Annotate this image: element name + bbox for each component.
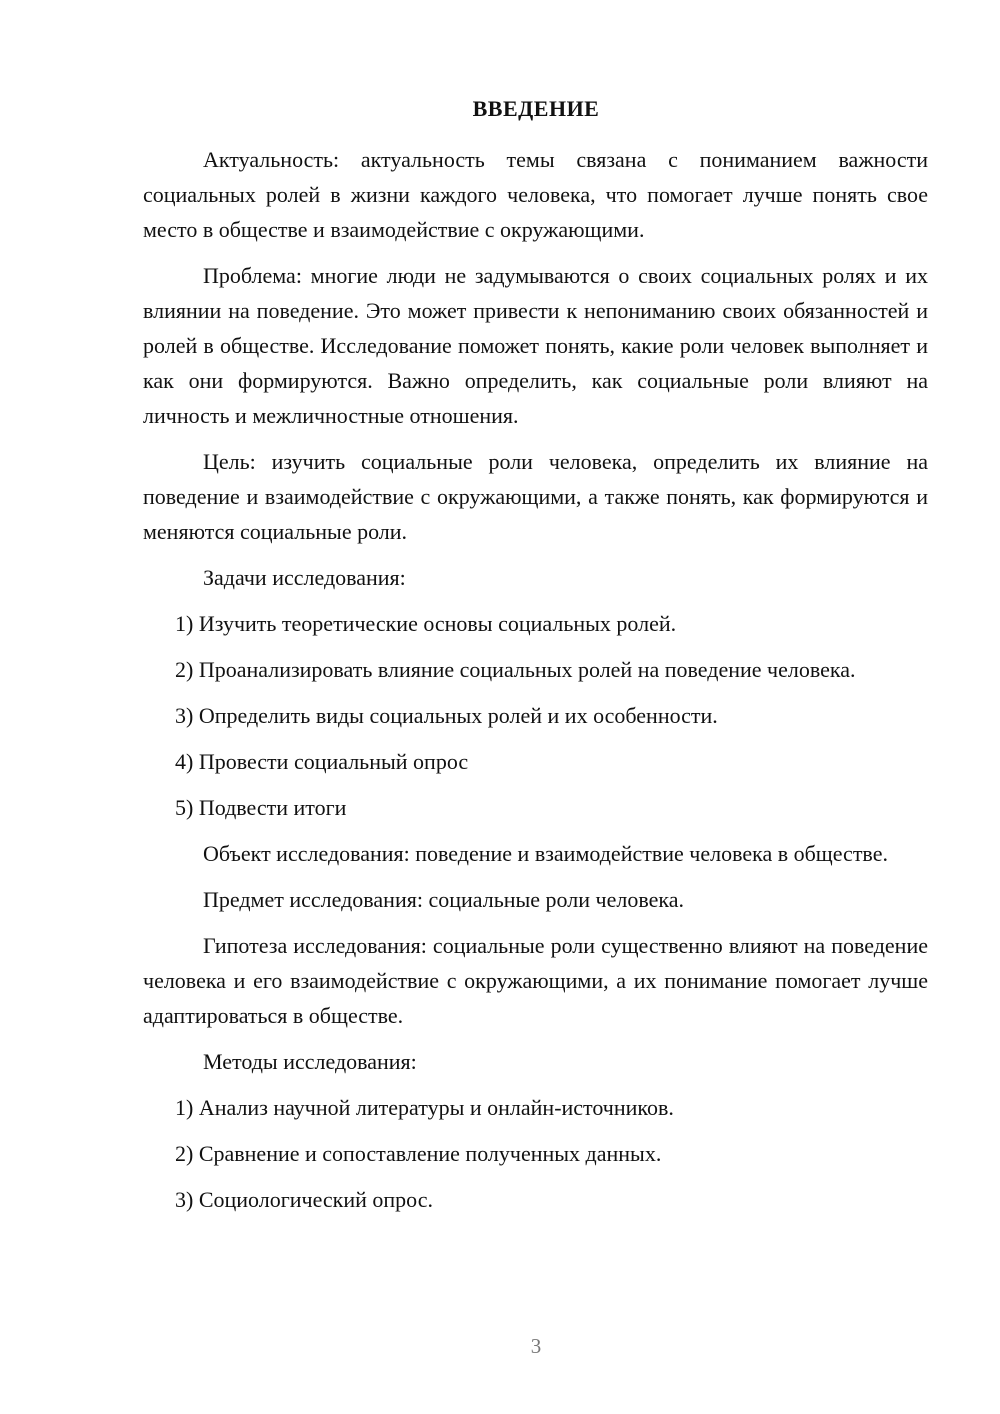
problem-paragraph: Проблема: многие люди не задумываются о своих социальных ролях и их влиянии на поведение. Это может привести к непониманию своих обязанностей и ролей в обществе. Исследование поможет понять, какие роли человек выполняет и как они формируются. Важно определить, как социальные роли влияют на личность и межличностные отношения. [143,263,928,428]
method-item: 3) Социологический опрос. [175,1187,433,1212]
relevance-paragraph: Актуальность: актуальность темы связана с пониманием важности социальных ролей в жизни каждого человека, что помогает лучше понять свое место в обществе и взаимодействие с окружающими. [143,147,928,242]
task-item: 1) Изучить теоретические основы социальных ролей. [175,611,677,636]
page-number: 3 [530,1334,542,1358]
method-item: 1) Анализ научной литературы и онлайн-источников. [175,1095,674,1120]
task-item: 4) Провести социальный опрос [175,749,469,774]
method-item: 2) Сравнение и сопоставление полученных данных. [175,1141,662,1166]
task-item: 3) Определить виды социальных ролей и их особенности. [175,703,718,728]
goal-paragraph: Цель: изучить социальные роли человека, определить их влияние на поведение и взаимодействие с окружающими, а также понять, как формируются и меняются социальные роли. [143,449,928,544]
object-paragraph: Объект исследования: поведение и взаимодействие человека в обществе. [203,841,888,866]
document-body [143,142,928,1228]
tasks-heading: Задачи исследования: [203,565,406,590]
methods-heading: Методы исследования: [203,1049,417,1074]
subject-paragraph: Предмет исследования: социальные роли человека. [203,887,684,912]
task-item: 5) Подвести итоги [175,795,347,820]
task-item: 2) Проанализировать влияние социальных ролей на поведение человека. [175,657,856,682]
hypothesis-paragraph: Гипотеза исследования: социальные роли существенно влияют на поведение человека и его взаимодействие с окружающими, а их понимание помогает лучше адаптироваться в обществе. [143,933,928,1028]
page-title: ВВЕДЕНИЕ [472,96,600,121]
